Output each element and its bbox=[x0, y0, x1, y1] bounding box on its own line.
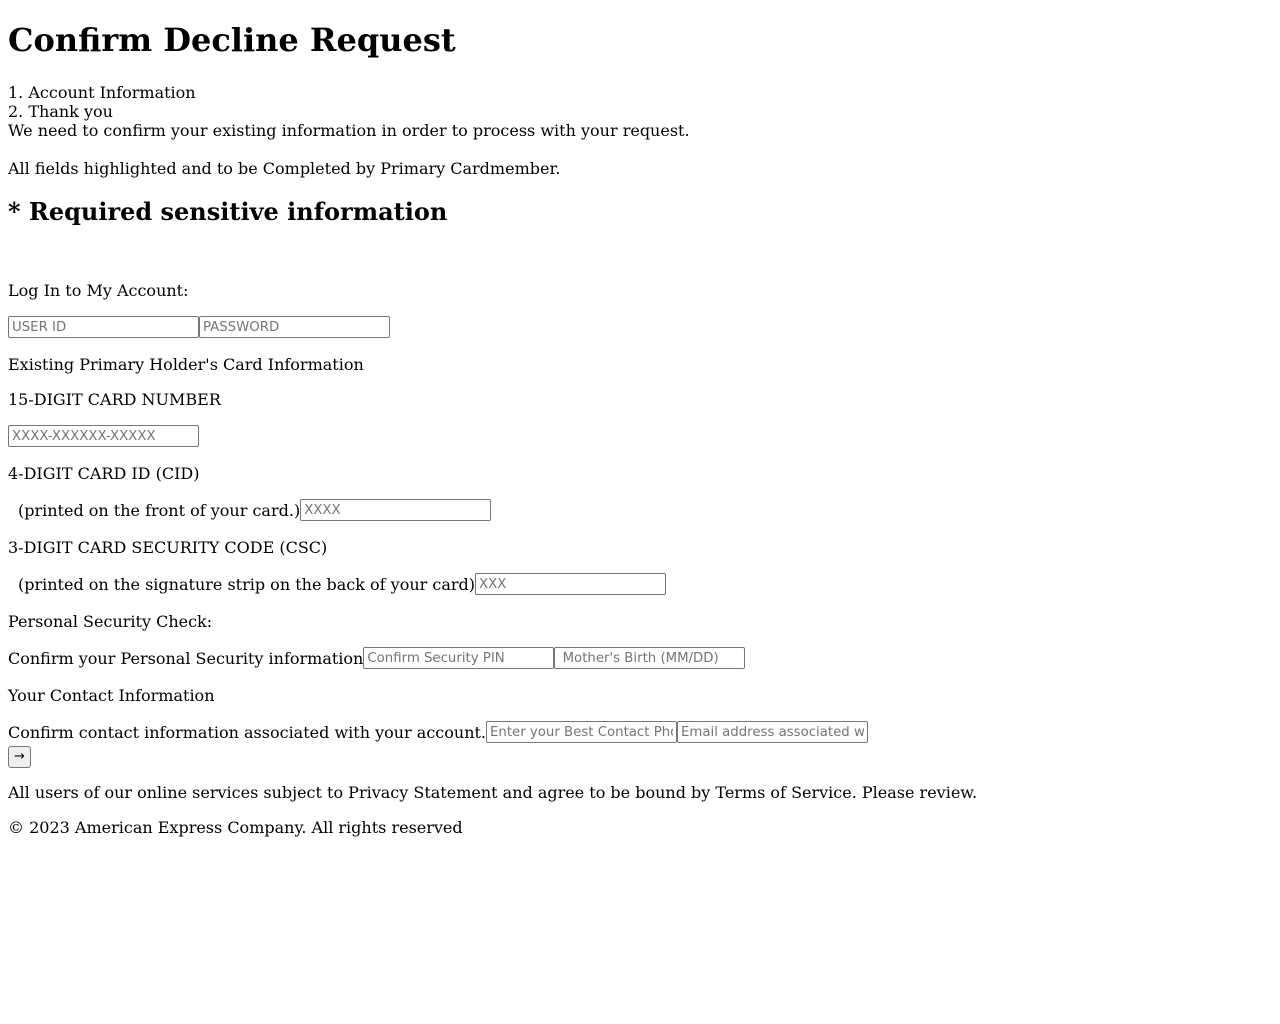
csc-label: 3-DIGIT CARD SECURITY CODE (CSC) bbox=[8, 538, 328, 557]
card-number-row bbox=[8, 424, 199, 448]
step-thank-you: 2. Thank you bbox=[8, 102, 113, 121]
cid-label: 4-DIGIT CARD ID (CID) bbox=[8, 464, 200, 483]
required-heading: * Required sensitive information bbox=[8, 197, 448, 226]
fields-note: All fields highlighted and to be Completed by Primary Cardmember. bbox=[8, 159, 561, 178]
user-id-input[interactable] bbox=[8, 316, 199, 338]
login-row bbox=[8, 315, 390, 339]
cid-hint: (printed on the front of your card.) bbox=[18, 500, 301, 520]
page-container bbox=[8, 0, 1272, 837]
mothers-birth-input[interactable] bbox=[554, 647, 745, 669]
card-number-label: 15-DIGIT CARD NUMBER bbox=[8, 390, 221, 409]
submit-button[interactable]: → bbox=[8, 746, 31, 768]
security-confirm-label: Confirm your Personal Security information bbox=[8, 648, 364, 668]
csc-row bbox=[8, 572, 666, 596]
intro-text: We need to confirm your existing information in order to process with your request. bbox=[8, 121, 690, 140]
cid-input[interactable] bbox=[300, 499, 491, 521]
page-title: Confirm Decline Request bbox=[8, 21, 456, 59]
contact-email-input[interactable] bbox=[677, 721, 868, 743]
terms-text: All users of our online services subject to Privacy Statement and agree to be bound by Terms of Service. Please review. bbox=[8, 783, 978, 802]
contact-section-label: Your Contact Information bbox=[8, 686, 215, 705]
contact-row bbox=[8, 720, 868, 744]
cid-row bbox=[8, 498, 491, 522]
csc-input[interactable] bbox=[475, 573, 666, 595]
card-section-label: Existing Primary Holder's Card Information bbox=[8, 355, 364, 374]
step-account-information: 1. Account Information bbox=[8, 83, 196, 102]
csc-hint: (printed on the signature strip on the back of your card) bbox=[18, 574, 475, 594]
copyright-text: © 2023 American Express Company. All rights reserved bbox=[8, 818, 463, 837]
security-section-label: Personal Security Check: bbox=[8, 612, 213, 631]
contact-phone-input[interactable] bbox=[486, 721, 677, 743]
security-pin-input[interactable] bbox=[363, 647, 554, 669]
password-input[interactable] bbox=[199, 316, 390, 338]
card-number-input[interactable] bbox=[8, 425, 199, 447]
login-label: Log In to My Account: bbox=[8, 281, 189, 300]
contact-confirm-label: Confirm contact information associated with your account. bbox=[8, 722, 487, 742]
step-list bbox=[8, 83, 1272, 121]
security-row bbox=[8, 646, 745, 670]
